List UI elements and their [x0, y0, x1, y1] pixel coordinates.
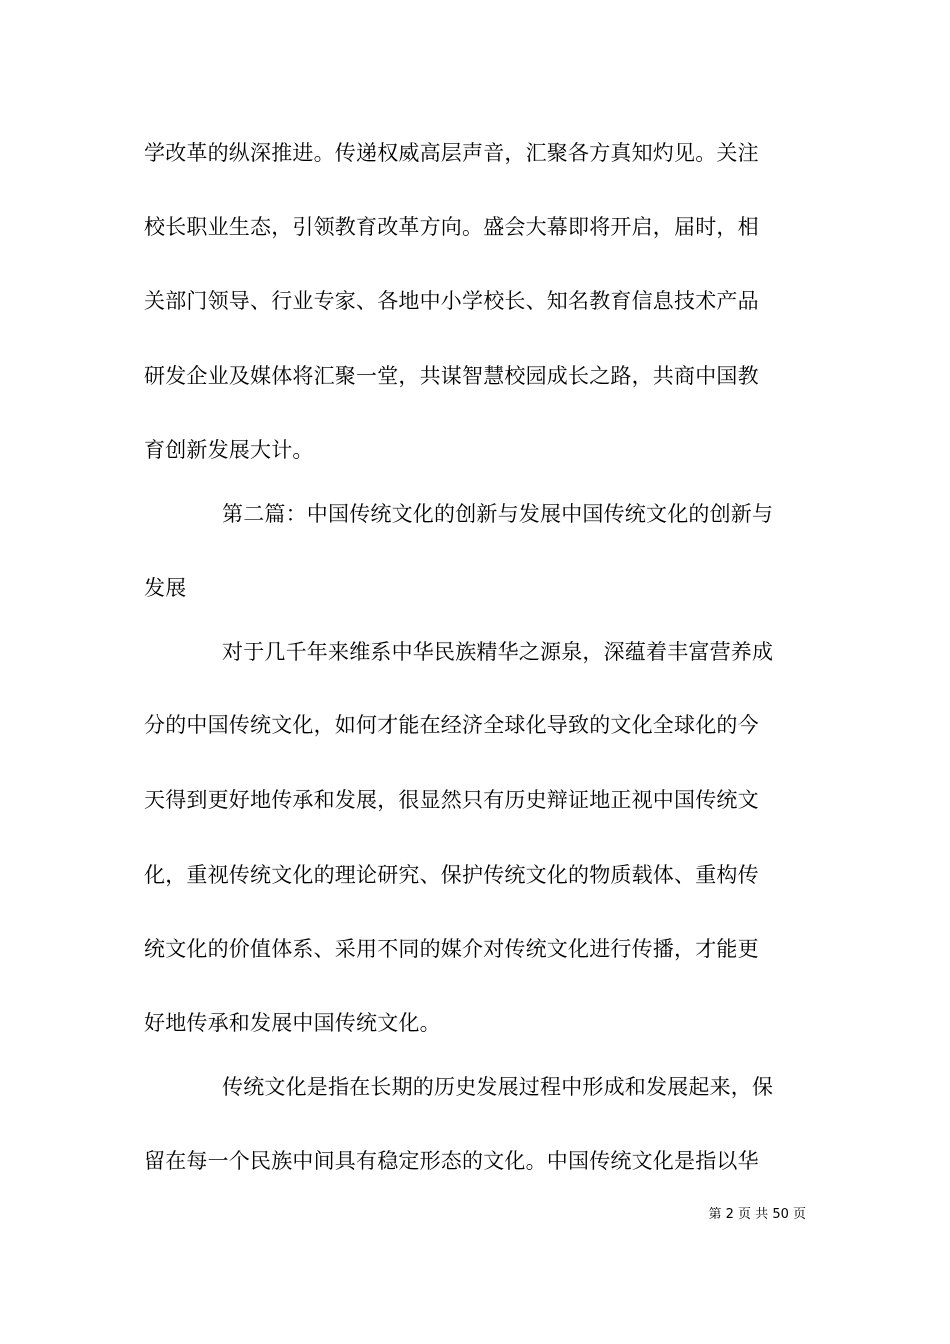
text-line-11: 化，重视传统文化的理论研究、保护传统文化的物质载体、重构传 — [144, 863, 759, 887]
text-line-12: 统文化的价值体系、采用不同的媒介对传统文化进行传播，才能更 — [144, 937, 759, 961]
text-line-13: 好地传承和发展中国传统文化。 — [144, 1011, 441, 1035]
section-heading-line-1: 第二篇：中国传统文化的创新与发展中国传统文化的创新与 — [222, 502, 774, 526]
text-line-5: 育创新发展大计。 — [144, 438, 314, 462]
text-line-3: 关部门领导、行业专家、各地中小学校长、知名教育信息技术产品 — [144, 289, 759, 313]
section-heading-line-2: 发展 — [144, 576, 187, 600]
page-number-footer: 第 2 页 共 50 页 — [708, 1207, 806, 1222]
text-line-15: 留在每一个民族中间具有稳定形态的文化。中国传统文化是指以华 — [144, 1149, 759, 1173]
text-line-9: 分的中国传统文化，如何才能在经济全球化导致的文化全球化的今 — [144, 713, 759, 737]
text-line-14: 传统文化是指在长期的历史发展过程中形成和发展起来，保 — [222, 1075, 774, 1099]
text-line-1: 学改革的纵深推进。传递权威高层声音，汇聚各方真知灼见。关注 — [144, 141, 759, 165]
text-line-4: 研发企业及媒体将汇聚一堂，共谋智慧校园成长之路，共商中国教 — [144, 364, 759, 388]
text-line-8: 对于几千年来维系中华民族精华之源泉，深蕴着丰富营养成 — [222, 640, 774, 664]
text-line-10: 天得到更好地传承和发展，很显然只有历史辩证地正视中国传统文 — [144, 788, 759, 812]
text-line-2: 校长职业生态，引领教育改革方向。盛会大幕即将开启，届时，相 — [144, 215, 759, 239]
